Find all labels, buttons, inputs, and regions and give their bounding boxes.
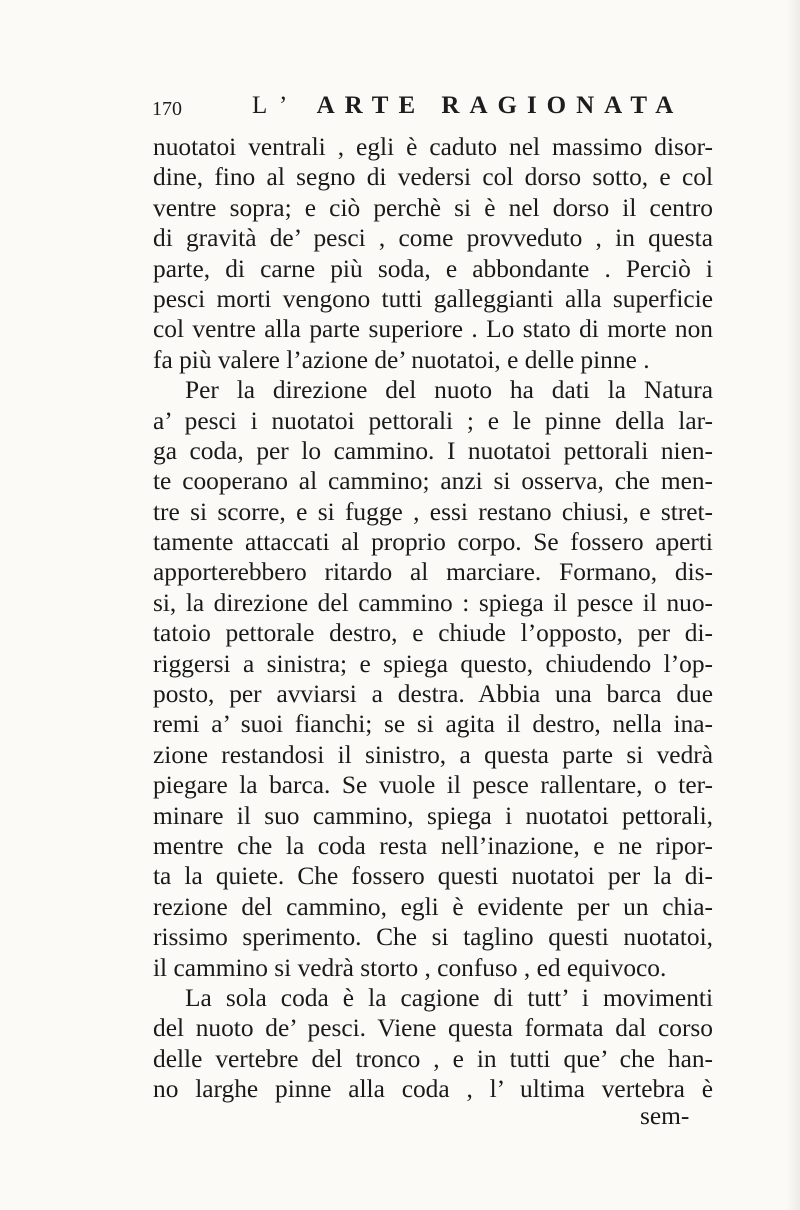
text-line: te cooperano al cammino; anzi si osserva, che men- bbox=[153, 467, 713, 496]
text-line: pesci morti vengono tutti galleggianti alla superficie bbox=[153, 284, 713, 313]
body-text bbox=[153, 132, 713, 1105]
text-line: minare il suo cammino, spiega i nuotatoi pettorali, bbox=[153, 801, 713, 830]
text-line: col ventre alla parte superiore . Lo stato di morte non bbox=[153, 315, 713, 344]
text-line: fa più valere l’azione de’ nuotatoi, e delle pinne . bbox=[153, 345, 650, 374]
text-line: dine, fino al segno di vedersi col dorso sotto, e col bbox=[153, 163, 713, 192]
text-line: nuotatoi ventrali , egli è caduto nel massimo disor- bbox=[153, 133, 713, 161]
text-line: parte, di carne più soda, e abbondante . Perciò i bbox=[153, 254, 713, 283]
text-line: apporterebbero ritardo al marciare. Formano, dis- bbox=[153, 558, 713, 587]
text-line: zione restandosi il sinistro, a questa parte si vedrà bbox=[153, 740, 713, 769]
text-line: ventre sopra; e ciò perchè si è nel dorso il centro bbox=[153, 193, 713, 222]
running-title bbox=[252, 92, 683, 120]
text-line: delle vertebre del tronco , e in tutti que’ che han- bbox=[153, 1044, 713, 1073]
text-line: piegare la barca. Se vuole il pesce rallentare, o ter- bbox=[153, 771, 713, 800]
text-line: remi a’ suoi fianchi; se si agita il destro, nella ina- bbox=[153, 710, 713, 739]
text-line: del nuoto de’ pesci. Viene questa formata dal corso bbox=[153, 1014, 713, 1043]
text-line: posto, per avviarsi a destra. Abbia una barca due bbox=[153, 680, 713, 709]
text-line: La sola coda è la cagione di tutt’ i movimenti bbox=[185, 983, 713, 1012]
running-title-prefix: L’ bbox=[252, 92, 302, 119]
text-line: ta la quiete. Che fossero questi nuotatoi per la di- bbox=[153, 862, 713, 891]
text-line: tamente attaccati al proprio corpo. Se fossero aperti bbox=[153, 528, 713, 557]
text-line: a’ pesci i nuotatoi pettorali ; e le pinne della lar- bbox=[153, 406, 713, 435]
text-line: il cammino si vedrà storto , confuso , ed equivoco. bbox=[153, 953, 667, 982]
text-line: tatoio pettorale destro, e chiude l’opposto, per di- bbox=[153, 619, 713, 648]
text-line: rissimo sperimento. Che si taglino questi nuotatoi, bbox=[153, 923, 713, 952]
text-line: di gravità de’ pesci , come provveduto , in questa bbox=[153, 224, 713, 253]
text-line: rezione del cammino, egli è evidente per un chia- bbox=[153, 892, 713, 921]
text-line: si, la direzione del cammino : spiega il pesce il nuo- bbox=[153, 588, 713, 617]
text-line: mentre che la coda resta nell’inazione, e ne ripor- bbox=[153, 831, 713, 860]
page-number: 170 bbox=[152, 98, 182, 120]
running-head bbox=[152, 88, 712, 128]
catchword: sem- bbox=[640, 1102, 690, 1130]
page-edge-shadow bbox=[786, 0, 800, 1210]
text-line: Per la direzione del nuoto ha dati la Natura bbox=[185, 376, 713, 405]
text-line: riggersi a sinistra; e spiega questo, chiudendo l’op- bbox=[153, 649, 713, 678]
text-line: no larghe pinne alla coda , l’ ultima vertebra è bbox=[153, 1075, 713, 1104]
text-line: ga coda, per lo cammino. I nuotatoi pettorali nien- bbox=[153, 436, 713, 465]
text-line: tre si scorre, e si fugge , essi restano chiusi, e stret- bbox=[153, 497, 713, 526]
running-title-main: ARTE RAGIONATA bbox=[316, 92, 684, 119]
